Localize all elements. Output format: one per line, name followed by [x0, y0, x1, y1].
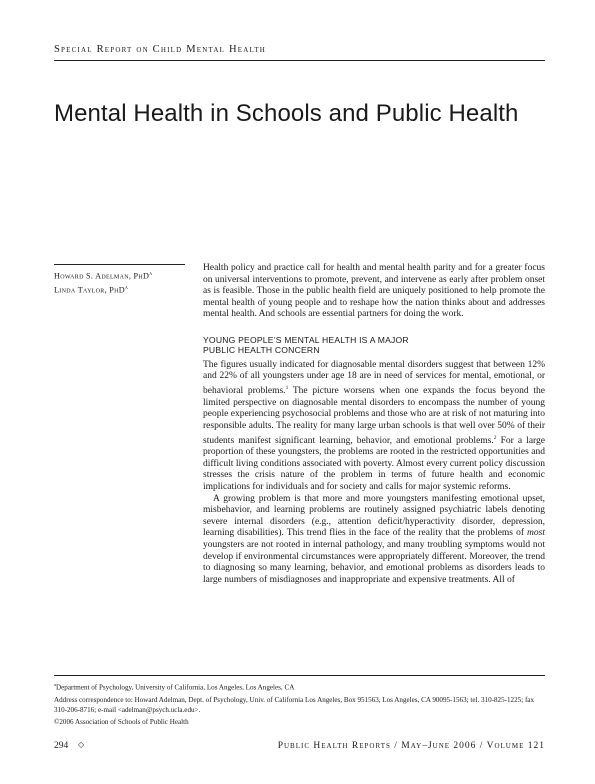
footnotes	[54, 680, 545, 731]
section-heading-line: PUBLIC HEALTH CONCERN	[203, 345, 320, 356]
footnote-mark: a	[54, 682, 56, 687]
author-name: Linda Taylor, PhD	[54, 285, 126, 295]
author-list	[54, 269, 152, 296]
author-2	[54, 283, 152, 297]
reference-mark: 2	[493, 434, 497, 441]
body-paragraph-1	[203, 360, 545, 494]
journal-citation: Public Health Reports / May–June 2006 / Volume 121	[277, 741, 545, 751]
page-number: 294	[54, 741, 69, 751]
copyright-note: ©2006 Association of Schools of Public Health	[54, 718, 189, 727]
author-1	[54, 269, 152, 283]
section-heading-line: YOUNG PEOPLE’S MENTAL HEALTH IS A MAJOR	[203, 334, 409, 345]
text-run: youngsters are not rooted in internal pathology, and many troubling symptoms would not develop if environmental circumstances were appropriately different. Moreover, the trend to diagnosing so many learning, behavior, and emotional problems as disorders leads to large numbers of misdiagnoses and inappropriate and expensive treatments. All of	[203, 540, 545, 585]
emphasis-text: most	[527, 528, 545, 539]
text-run: For a large proportion of these youngsters, the problems are rooted in the restricted opportunities and difficult living conditions associated with poverty. Almost every current policy discussion stresses the crisis nature of the problem in terms of future health and economic implications for individuals and for society and calls for major systemic reforms.	[203, 435, 545, 493]
running-head: Special Report on Child Mental Health	[54, 44, 267, 55]
header-rule	[54, 60, 545, 61]
correspondence-note: Address correspondence to: Howard Adelman, Dept. of Psychology, Univ. of California Los Angeles, Box 951563, Los Angeles, CA 90095-1563; tel. 310-825-1225; fax 310-206-8716; e-mail <adelman@psych.ucla.edu>.	[54, 695, 535, 714]
author-rule	[54, 264, 185, 265]
section-heading	[203, 335, 545, 356]
body-column	[203, 263, 545, 586]
body-paragraph-2	[203, 494, 545, 587]
author-mark: a	[125, 285, 129, 291]
article-title: Mental Health in Schools and Public Health	[54, 100, 519, 127]
reference-mark: 1	[285, 384, 289, 391]
author-name: Howard S. Adelman, PhD	[54, 271, 150, 281]
affiliation-note	[54, 680, 545, 693]
author-mark: a	[149, 272, 153, 277]
text-run: The picture worsens when one expands the focus beyond the limited perspective on diagnosable mental disorders to encompass the number of young people experiencing psychosocial problems and those who are at risk of not maturing into responsible adults. The reality for many large urban schools is that well over 50% of their students manifest significant learning, behavior, and emotional problems.	[203, 386, 545, 446]
abstract-paragraph: Health policy and practice call for health and mental health parity and for a greater focus on universal interventions to promote, prevent, and intervene as early after problem onset as is feasible. Those in the public health field are uniquely positioned to help promote the mental health of young people and to reshape how the nation thinks about and addresses mental health. And schools are essential partners for doing the work.	[203, 263, 545, 320]
affiliation-text: Department of Psychology, University of California, Los Angeles, Los Angeles, CA	[56, 683, 295, 692]
text-run: The figures usually indicated for diagnosable mental disorders suggest that between 12% and 22% of all youngsters under age 18 are in need of services for mental, emotional, or behavioral problems.	[203, 359, 545, 397]
diamond-icon: ◇	[78, 740, 85, 749]
footnote-rule	[54, 675, 545, 676]
text-run: A growing problem is that more and more youngsters manifesting emotional upset, misbehavior, and learning problems are routinely assigned psychiatric labels denoting severe internal disorders (e.g., attention deficit/hyperactivity disorder, depression, learning disabilities). This trend flies in the face of the reality that the problems of	[203, 493, 545, 539]
